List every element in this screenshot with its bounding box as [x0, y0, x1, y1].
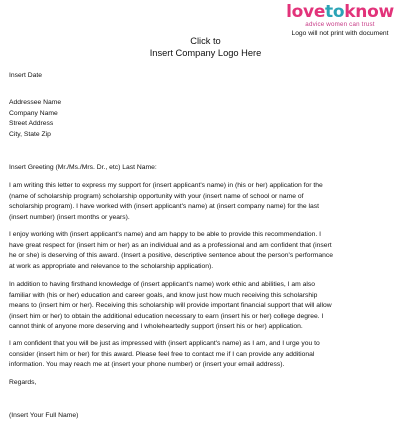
paragraph-2 — [9, 230, 406, 272]
logo-print-note: Logo will not print with document — [291, 30, 389, 37]
lovetoknow-logo — [277, 3, 403, 38]
street-address: Street Address — [9, 120, 54, 128]
company-name: Company Name — [9, 109, 58, 117]
logo-tagline: advice women can trust — [305, 21, 375, 28]
paragraph-1 — [9, 181, 406, 223]
insert-logo-label: Insert Company Logo Here — [149, 48, 262, 58]
letter-signature: (Insert Your Full Name) — [9, 412, 79, 419]
paragraph-line: familiar with (his or her) education and career goals, and know just how much receiving this scholarship — [9, 291, 318, 299]
paragraph-line: I am writing this letter to express my support for (insert applicant's name) in (his or her) application for the — [9, 182, 323, 189]
addressee-name: Addressee Name — [9, 99, 62, 106]
paragraph-line: In addition to having firsthand knowledge of (insert applicant's name) work ethic and abilities, I am also — [9, 281, 315, 288]
paragraph-line: at work as appropriate and relevance to the scholarship application). — [9, 262, 214, 270]
letter-greeting: Insert Greeting (Mr./Ms./Mrs. Dr., etc) Last Name: — [9, 164, 157, 171]
letter-closing: Regards, — [9, 379, 37, 386]
paragraph-line: cannot think of anyone more deserving and I wholeheartedly support (insert his or her) application. — [9, 323, 303, 331]
paragraph-line: I am confident that you will be just as impressed with (insert applicant's name) as I am, and I urge you to — [9, 340, 320, 347]
paragraph-line: (insert him or her) to obtain the additional education necessary to earn (insert his or her) college degree. I — [9, 312, 324, 320]
company-logo-placeholder[interactable] — [0, 35, 411, 59]
paragraph-line: (insert number) (insert months or years). — [9, 213, 130, 221]
paragraph-4 — [9, 339, 406, 371]
paragraph-line: means to (insert him or her). Receiving this scholarship will provide important financial support that will allow — [9, 302, 332, 310]
paragraph-3 — [9, 280, 406, 333]
addressee-block — [9, 98, 406, 140]
paragraph-line: information. You may reach me at (insert your phone number) or (insert your email address). — [9, 361, 285, 369]
city-state-zip: City, State Zip — [9, 130, 51, 138]
letter-date: Insert Date — [9, 72, 43, 79]
paragraph-line: (name of scholarship program) scholarship opportunity with your (insert name of school or name of — [9, 192, 304, 200]
paragraph-line: have great respect for (insert him or her) as an individual and as a professional and am confident that (insert — [9, 241, 332, 249]
logo-wordmark: lovetoknow — [286, 2, 394, 22]
paragraph-line: he or she) is deserving of this award. (Insert a positive, descriptive sentence about the person's performance — [9, 252, 333, 260]
click-to-label: Click to — [190, 36, 221, 46]
paragraph-line: scholarship program). I have worked with (insert applicant's name) at (insert company name) for the last — [9, 203, 320, 211]
paragraph-line: I enjoy working with (insert applicant's name) and am happy to be able to provide this recommendation. I — [9, 231, 321, 238]
paragraph-line: consider (insert him or her) for this award. Please feel free to contact me if I can provide any additional — [9, 350, 315, 358]
